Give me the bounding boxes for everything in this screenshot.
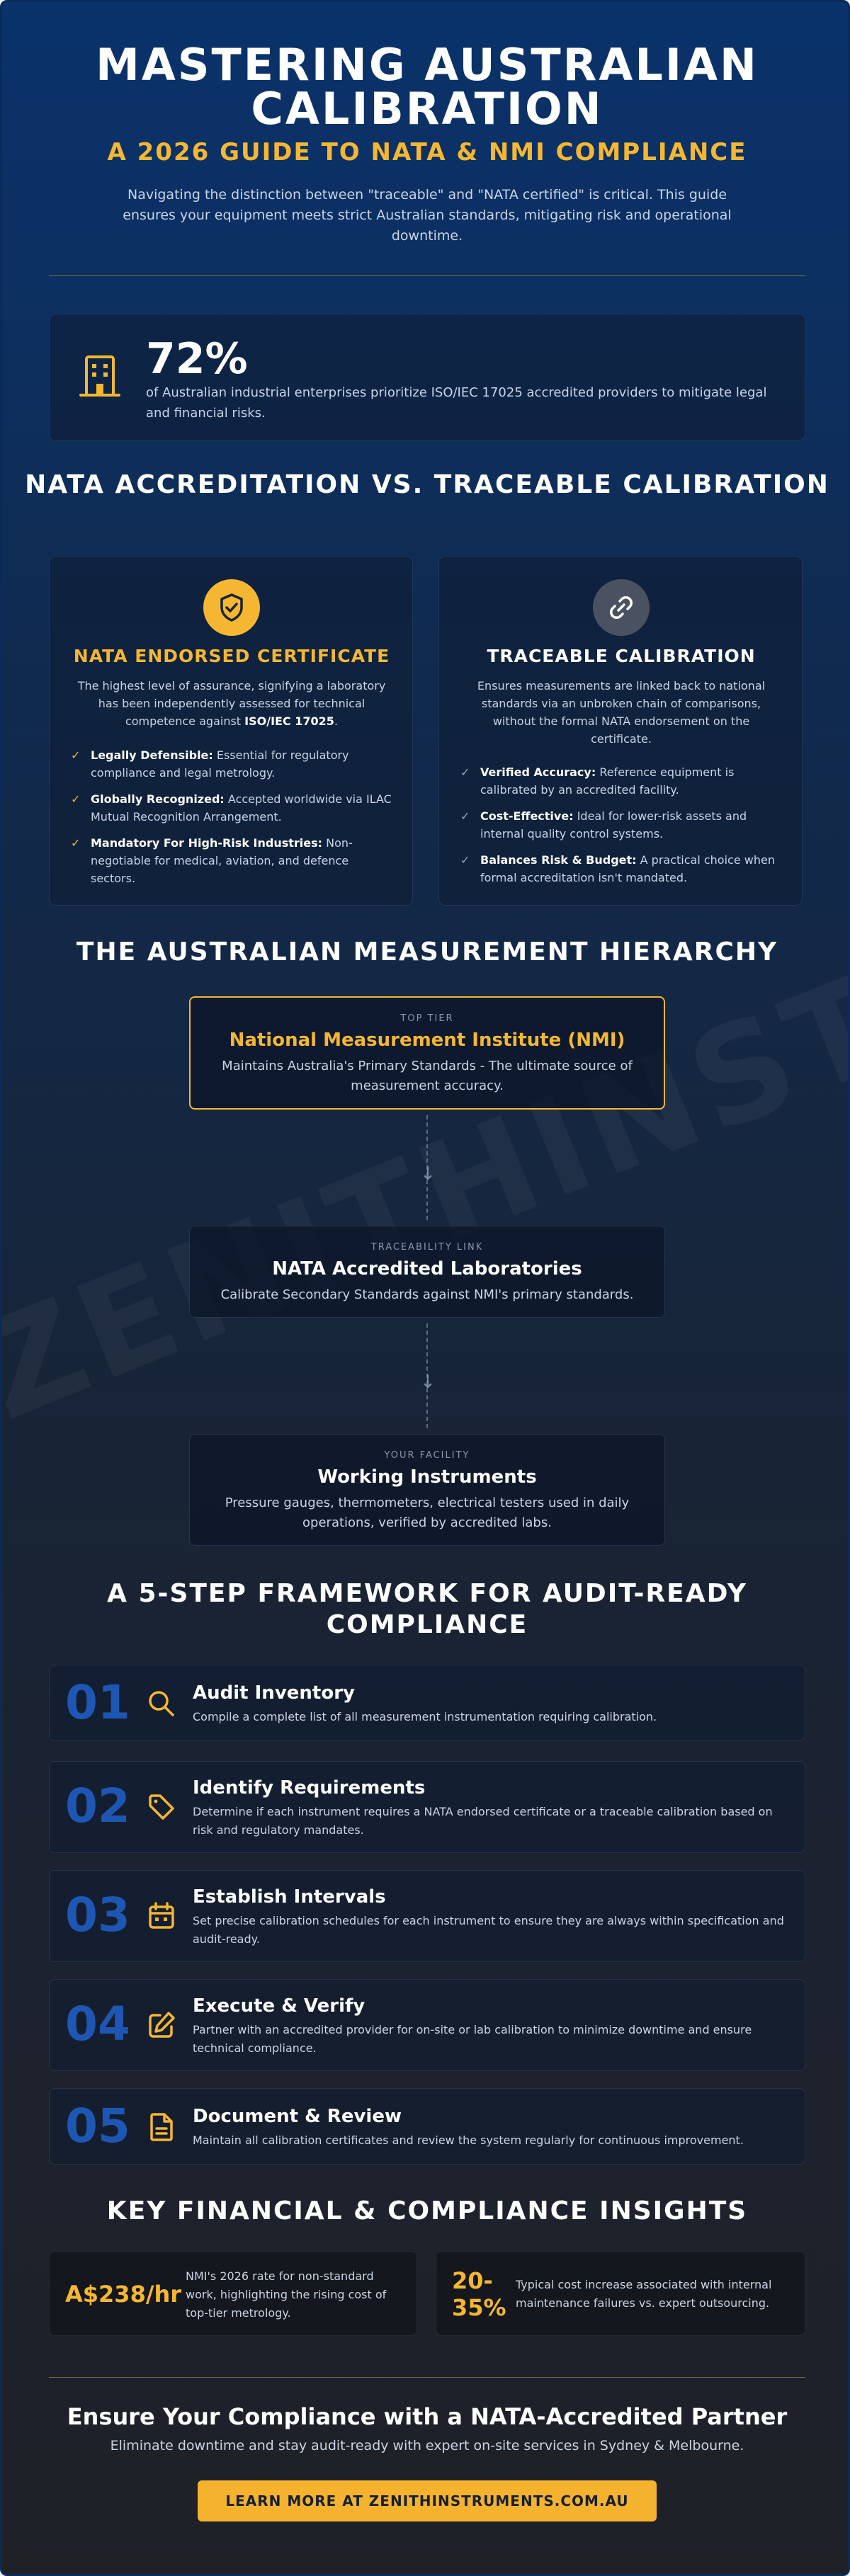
- hero-subtitle: A 2026 GUIDE TO NATA & NMI COMPLIANCE: [107, 138, 747, 166]
- insight-description: Typical cost increase associated with internal maintenance failures vs. expert outsourcing.: [516, 2278, 772, 2310]
- step-number: 04: [65, 1997, 130, 2051]
- cta-title: Ensure Your Compliance with a NATA-Accredited Partner: [67, 2403, 788, 2430]
- nata-points: [71, 746, 397, 896]
- tier-description: Maintains Australia's Primary Standards - The ultimate source of measurement accuracy.: [222, 1059, 633, 1093]
- hierarchy-title: THE AUSTRALIAN MEASUREMENT HIERARCHY: [76, 937, 778, 967]
- step-title: Identify Requirements: [193, 1777, 426, 1799]
- step-number: 03: [65, 1888, 130, 1942]
- step-2: [49, 1761, 805, 1853]
- tier-label: YOUR FACILITY: [384, 1450, 470, 1461]
- step-description: Compile a complete list of all measurement instrumentation requiring calibration.: [193, 1710, 657, 1723]
- step-description: Set precise calibration schedules for each instrument to ensure they are always within specification and audit-ready.: [193, 1914, 784, 1946]
- step-number: 05: [65, 2099, 130, 2153]
- nata-card-description: The highest level of assurance, signifying a laboratory has been independently assessed for technical competence against ISO/IEC 17025.: [77, 679, 386, 728]
- check-icon: ✓: [460, 765, 470, 779]
- check-icon: ✓: [71, 836, 81, 850]
- insights-title: KEY FINANCIAL & COMPLIANCE INSIGHTS: [106, 2196, 748, 2225]
- insight-card-cost: [436, 2251, 805, 2336]
- stat-card: [49, 314, 805, 441]
- cta-subtitle: Eliminate downtime and stay audit-ready with expert on-site services in Sydney & Melbourne.: [110, 2438, 744, 2454]
- insight-card-rate: [49, 2251, 417, 2336]
- building-icon: [75, 351, 125, 401]
- stat-text: of Australian industrial enterprises prioritize ISO/IEC 17025 accredited providers to mitigate legal and financial risks.: [146, 385, 767, 421]
- tier-description: Calibrate Secondary Standards against NMI's primary standards.: [220, 1287, 634, 1302]
- document-icon: [144, 2110, 178, 2144]
- traceable-card: [438, 556, 803, 906]
- insight-value: A$238/hr: [65, 2281, 182, 2308]
- tier-description: Pressure gauges, thermometers, electrical testers used in daily operations, verified by accredited labs.: [225, 1495, 630, 1530]
- link-icon: [593, 579, 650, 636]
- list-item: ✓ Globally Recognized: Accepted worldwide via ILAC Mutual Recognition Arrangement.: [71, 790, 397, 826]
- learn-more-button[interactable]: LEARN MORE AT ZENITHINSTRUMENTS.COM.AU: [198, 2480, 657, 2521]
- search-icon: [144, 1687, 178, 1721]
- hero-title-line2: CALIBRATION: [251, 83, 604, 135]
- step-1: [49, 1665, 805, 1741]
- arrow-down-icon: ↓: [420, 1372, 436, 1393]
- step-number: 02: [65, 1779, 130, 1833]
- traceable-card-title: TRACEABLE CALIBRATION: [487, 646, 756, 666]
- step-5: [49, 2088, 805, 2165]
- hero-title: [2, 39, 850, 135]
- divider: [49, 275, 805, 276]
- framework-title: A 5-STEP FRAMEWORK FOR AUDIT-READY COMPLIANCE: [107, 1579, 747, 1639]
- list-item: ✓ Verified Accuracy: Reference equipment is calibrated by an accredited facility.: [460, 763, 786, 799]
- step-title: Execute & Verify: [193, 1995, 366, 2017]
- list-item: ✓ Mandatory For High-Risk Industries: Non-negotiable for medical, aviation, and defence sectors.: [71, 834, 397, 887]
- list-item: ✓ Balances Risk & Budget: A practical choice when formal accreditation isn't mandated.: [460, 851, 786, 887]
- list-item: ✓ Cost-Effective: Ideal for lower-risk assets and internal quality control systems.: [460, 807, 786, 843]
- check-icon: ✓: [71, 792, 81, 806]
- divider: [49, 2377, 805, 2378]
- tier-nmi: [189, 996, 665, 1110]
- insight-value: 20- 35%: [452, 2267, 506, 2321]
- tier-name: NATA Accredited Laboratories: [272, 1258, 582, 1280]
- shield-check-icon: [203, 579, 260, 636]
- nata-card: [49, 556, 413, 906]
- edit-icon: [144, 2008, 178, 2042]
- hero-title-line1: MASTERING AUSTRALIAN: [96, 39, 759, 91]
- tag-icon: [144, 1790, 178, 1824]
- step-title: Audit Inventory: [193, 1682, 355, 1704]
- check-icon: ✓: [460, 809, 470, 823]
- step-description: Determine if each instrument requires a NATA endorsed certificate or a traceable calibration based on risk and regulatory mandates.: [193, 1805, 773, 1837]
- step-number: 01: [65, 1675, 130, 1730]
- step-description: Maintain all calibration certificates and review the system regularly for continuous improvement.: [193, 2133, 744, 2147]
- hero-description: Navigating the distinction between "traceable" and "NATA certified" is critical. This guide ensures your equipment meets strict Australian standards, mitigating risk and operational downtime.: [123, 187, 732, 244]
- nata-card-title: NATA ENDORSED CERTIFICATE: [73, 646, 390, 666]
- tier-label: TRACEABILITY LINK: [370, 1242, 484, 1253]
- traceable-points: [460, 763, 786, 895]
- tier-name: National Measurement Institute (NMI): [229, 1030, 625, 1051]
- tier-nata-labs: [189, 1226, 665, 1318]
- step-title: Document & Review: [193, 2106, 402, 2127]
- step-title: Establish Intervals: [193, 1886, 386, 1908]
- step-4: [49, 1979, 805, 2071]
- insight-description: NMI's 2026 rate for non-standard work, highlighting the rising cost of top-tier metrology.: [186, 2269, 387, 2320]
- tier-name: Working Instruments: [317, 1466, 537, 1488]
- arrow-down-icon: ↓: [420, 1163, 436, 1185]
- stat-value: 72%: [146, 334, 248, 384]
- calendar-icon: [144, 1899, 178, 1933]
- tier-label: TOP TIER: [400, 1013, 454, 1024]
- step-3: [49, 1870, 805, 1962]
- list-item: ✓ Legally Defensible: Essential for regulatory compliance and legal metrology.: [71, 746, 397, 782]
- step-description: Partner with an accredited provider for on-site or lab calibration to minimize downtime and ensure technical compliance.: [193, 2023, 752, 2055]
- check-icon: ✓: [460, 853, 470, 867]
- comparison-title: NATA ACCREDITATION VS. TRACEABLE CALIBRATION: [25, 470, 829, 499]
- tier-working-instruments: [189, 1434, 665, 1546]
- check-icon: ✓: [71, 748, 81, 762]
- traceable-card-description: Ensures measurements are linked back to national standards via an unbroken chain of comparisons, without the formal NATA endorsement on the certificate.: [477, 679, 766, 746]
